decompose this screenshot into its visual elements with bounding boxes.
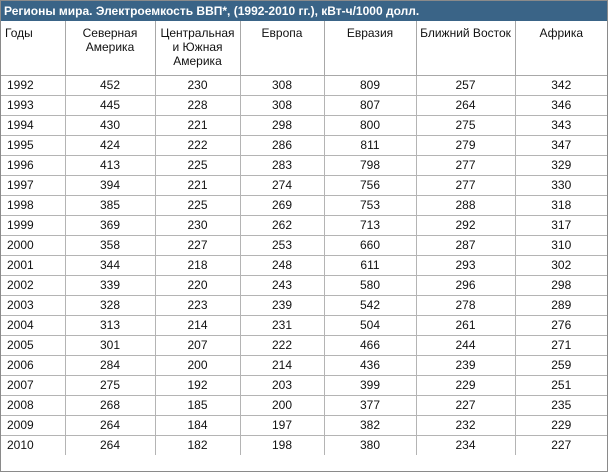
header-europe: Европа bbox=[240, 21, 324, 76]
value-cell: 800 bbox=[324, 116, 416, 136]
value-cell: 230 bbox=[155, 76, 240, 96]
value-cell: 227 bbox=[155, 236, 240, 256]
table-row bbox=[1, 236, 607, 256]
table-row bbox=[1, 216, 607, 236]
value-cell: 298 bbox=[515, 276, 607, 296]
value-cell: 278 bbox=[416, 296, 515, 316]
value-cell: 277 bbox=[416, 156, 515, 176]
value-cell: 207 bbox=[155, 336, 240, 356]
value-cell: 798 bbox=[324, 156, 416, 176]
table-row bbox=[1, 136, 607, 156]
value-cell: 413 bbox=[65, 156, 155, 176]
value-cell: 713 bbox=[324, 216, 416, 236]
value-cell: 346 bbox=[515, 96, 607, 116]
value-cell: 262 bbox=[240, 216, 324, 236]
value-cell: 445 bbox=[65, 96, 155, 116]
value-cell: 276 bbox=[515, 316, 607, 336]
table-row bbox=[1, 416, 607, 436]
value-cell: 430 bbox=[65, 116, 155, 136]
value-cell: 222 bbox=[155, 136, 240, 156]
table-row bbox=[1, 396, 607, 416]
value-cell: 257 bbox=[416, 76, 515, 96]
value-cell: 234 bbox=[416, 436, 515, 456]
table-row bbox=[1, 336, 607, 356]
year-cell: 2000 bbox=[1, 236, 65, 256]
value-cell: 214 bbox=[155, 316, 240, 336]
value-cell: 184 bbox=[155, 416, 240, 436]
value-cell: 611 bbox=[324, 256, 416, 276]
table-row bbox=[1, 436, 607, 456]
value-cell: 807 bbox=[324, 96, 416, 116]
header-central-south-america: Центральная и Южная Америка bbox=[155, 21, 240, 76]
value-cell: 318 bbox=[515, 196, 607, 216]
value-cell: 182 bbox=[155, 436, 240, 456]
value-cell: 452 bbox=[65, 76, 155, 96]
table-row bbox=[1, 76, 607, 96]
value-cell: 232 bbox=[416, 416, 515, 436]
value-cell: 253 bbox=[240, 236, 324, 256]
value-cell: 380 bbox=[324, 436, 416, 456]
value-cell: 424 bbox=[65, 136, 155, 156]
value-cell: 347 bbox=[515, 136, 607, 156]
value-cell: 243 bbox=[240, 276, 324, 296]
value-cell: 264 bbox=[65, 436, 155, 456]
value-cell: 221 bbox=[155, 176, 240, 196]
value-cell: 235 bbox=[515, 396, 607, 416]
year-cell: 2003 bbox=[1, 296, 65, 316]
value-cell: 229 bbox=[515, 416, 607, 436]
value-cell: 292 bbox=[416, 216, 515, 236]
value-cell: 218 bbox=[155, 256, 240, 276]
year-cell: 1998 bbox=[1, 196, 65, 216]
value-cell: 342 bbox=[515, 76, 607, 96]
value-cell: 229 bbox=[416, 376, 515, 396]
value-cell: 287 bbox=[416, 236, 515, 256]
value-cell: 221 bbox=[155, 116, 240, 136]
table-row bbox=[1, 116, 607, 136]
table-row bbox=[1, 296, 607, 316]
value-cell: 283 bbox=[240, 156, 324, 176]
value-cell: 222 bbox=[240, 336, 324, 356]
header-africa: Африка bbox=[515, 21, 607, 76]
value-cell: 296 bbox=[416, 276, 515, 296]
table-row bbox=[1, 276, 607, 296]
header-years: Годы bbox=[1, 21, 65, 76]
value-cell: 227 bbox=[416, 396, 515, 416]
header-middle-east: Ближний Восток bbox=[416, 21, 515, 76]
value-cell: 288 bbox=[416, 196, 515, 216]
value-cell: 343 bbox=[515, 116, 607, 136]
value-cell: 286 bbox=[240, 136, 324, 156]
value-cell: 264 bbox=[416, 96, 515, 116]
year-cell: 1997 bbox=[1, 176, 65, 196]
value-cell: 436 bbox=[324, 356, 416, 376]
value-cell: 275 bbox=[416, 116, 515, 136]
year-cell: 2004 bbox=[1, 316, 65, 336]
value-cell: 310 bbox=[515, 236, 607, 256]
value-cell: 580 bbox=[324, 276, 416, 296]
year-cell: 2002 bbox=[1, 276, 65, 296]
value-cell: 308 bbox=[240, 96, 324, 116]
value-cell: 328 bbox=[65, 296, 155, 316]
value-cell: 369 bbox=[65, 216, 155, 236]
value-cell: 382 bbox=[324, 416, 416, 436]
value-cell: 344 bbox=[65, 256, 155, 276]
year-cell: 2001 bbox=[1, 256, 65, 276]
header-eurasia: Евразия bbox=[324, 21, 416, 76]
value-cell: 231 bbox=[240, 316, 324, 336]
value-cell: 244 bbox=[416, 336, 515, 356]
year-cell: 2006 bbox=[1, 356, 65, 376]
value-cell: 293 bbox=[416, 256, 515, 276]
value-cell: 259 bbox=[515, 356, 607, 376]
value-cell: 313 bbox=[65, 316, 155, 336]
value-cell: 756 bbox=[324, 176, 416, 196]
header-north-america: Северная Америка bbox=[65, 21, 155, 76]
value-cell: 248 bbox=[240, 256, 324, 276]
value-cell: 277 bbox=[416, 176, 515, 196]
value-cell: 200 bbox=[155, 356, 240, 376]
value-cell: 504 bbox=[324, 316, 416, 336]
table-title: Регионы мира. Электроемкость ВВП*, (1992-2010 гг.), кВт-ч/1000 долл. bbox=[1, 1, 607, 21]
value-cell: 330 bbox=[515, 176, 607, 196]
value-cell: 753 bbox=[324, 196, 416, 216]
table-row bbox=[1, 96, 607, 116]
value-cell: 214 bbox=[240, 356, 324, 376]
year-cell: 2008 bbox=[1, 396, 65, 416]
value-cell: 198 bbox=[240, 436, 324, 456]
value-cell: 220 bbox=[155, 276, 240, 296]
year-cell: 2009 bbox=[1, 416, 65, 436]
value-cell: 239 bbox=[416, 356, 515, 376]
year-cell: 2010 bbox=[1, 436, 65, 456]
value-cell: 264 bbox=[65, 416, 155, 436]
year-cell: 2007 bbox=[1, 376, 65, 396]
table-row bbox=[1, 356, 607, 376]
table-row bbox=[1, 196, 607, 216]
value-cell: 274 bbox=[240, 176, 324, 196]
electricity-intensity-table bbox=[1, 21, 607, 455]
table-body bbox=[1, 76, 607, 456]
value-cell: 227 bbox=[551, 438, 572, 452]
value-cell: 399 bbox=[324, 376, 416, 396]
year-cell: 1996 bbox=[1, 156, 65, 176]
year-cell: 1992 bbox=[1, 76, 65, 96]
value-cell: 203 bbox=[240, 376, 324, 396]
value-cell: 329 bbox=[515, 156, 607, 176]
year-cell: 1993 bbox=[1, 96, 65, 116]
value-cell: 301 bbox=[65, 336, 155, 356]
value-cell: 239 bbox=[240, 296, 324, 316]
value-cell: 385 bbox=[65, 196, 155, 216]
table-row bbox=[1, 256, 607, 276]
year-cell: 1999 bbox=[1, 216, 65, 236]
value-cell: 302 bbox=[515, 256, 607, 276]
year-cell: 1995 bbox=[1, 136, 65, 156]
value-cell: 284 bbox=[65, 356, 155, 376]
value-cell: 289 bbox=[515, 296, 607, 316]
value-cell: 200 bbox=[240, 396, 324, 416]
value-cell: 275 bbox=[65, 376, 155, 396]
value-cell: 271 bbox=[515, 336, 607, 356]
value-cell: 268 bbox=[65, 396, 155, 416]
value-cell: 308 bbox=[240, 76, 324, 96]
value-cell: 230 bbox=[155, 216, 240, 236]
value-cell: 223 bbox=[155, 296, 240, 316]
value-cell: 358 bbox=[65, 236, 155, 256]
year-cell: 2005 bbox=[1, 336, 65, 356]
value-cell: 377 bbox=[324, 396, 416, 416]
value-cell: 197 bbox=[240, 416, 324, 436]
table-row bbox=[1, 376, 607, 396]
value-cell: 809 bbox=[324, 76, 416, 96]
value-cell: 542 bbox=[324, 296, 416, 316]
year-cell: 1994 bbox=[1, 116, 65, 136]
header-row bbox=[1, 21, 607, 76]
value-cell: 660 bbox=[324, 236, 416, 256]
value-cell: 298 bbox=[240, 116, 324, 136]
value-cell: 466 bbox=[324, 336, 416, 356]
value-cell: 279 bbox=[416, 136, 515, 156]
table-row bbox=[1, 176, 607, 196]
value-cell: 192 bbox=[155, 376, 240, 396]
table-row bbox=[1, 156, 607, 176]
value-cell: 811 bbox=[324, 136, 416, 156]
value-cell: 225 bbox=[155, 196, 240, 216]
value-cell: 317 bbox=[515, 216, 607, 236]
value-cell: 225 bbox=[155, 156, 240, 176]
value-cell: 339 bbox=[65, 276, 155, 296]
value-cell: 394 bbox=[65, 176, 155, 196]
table-row bbox=[1, 316, 607, 336]
value-cell: 269 bbox=[240, 196, 324, 216]
value-cell: 185 bbox=[155, 396, 240, 416]
value-cell: 228 bbox=[155, 96, 240, 116]
value-cell: 261 bbox=[416, 316, 515, 336]
value-cell: 251 bbox=[515, 376, 607, 396]
